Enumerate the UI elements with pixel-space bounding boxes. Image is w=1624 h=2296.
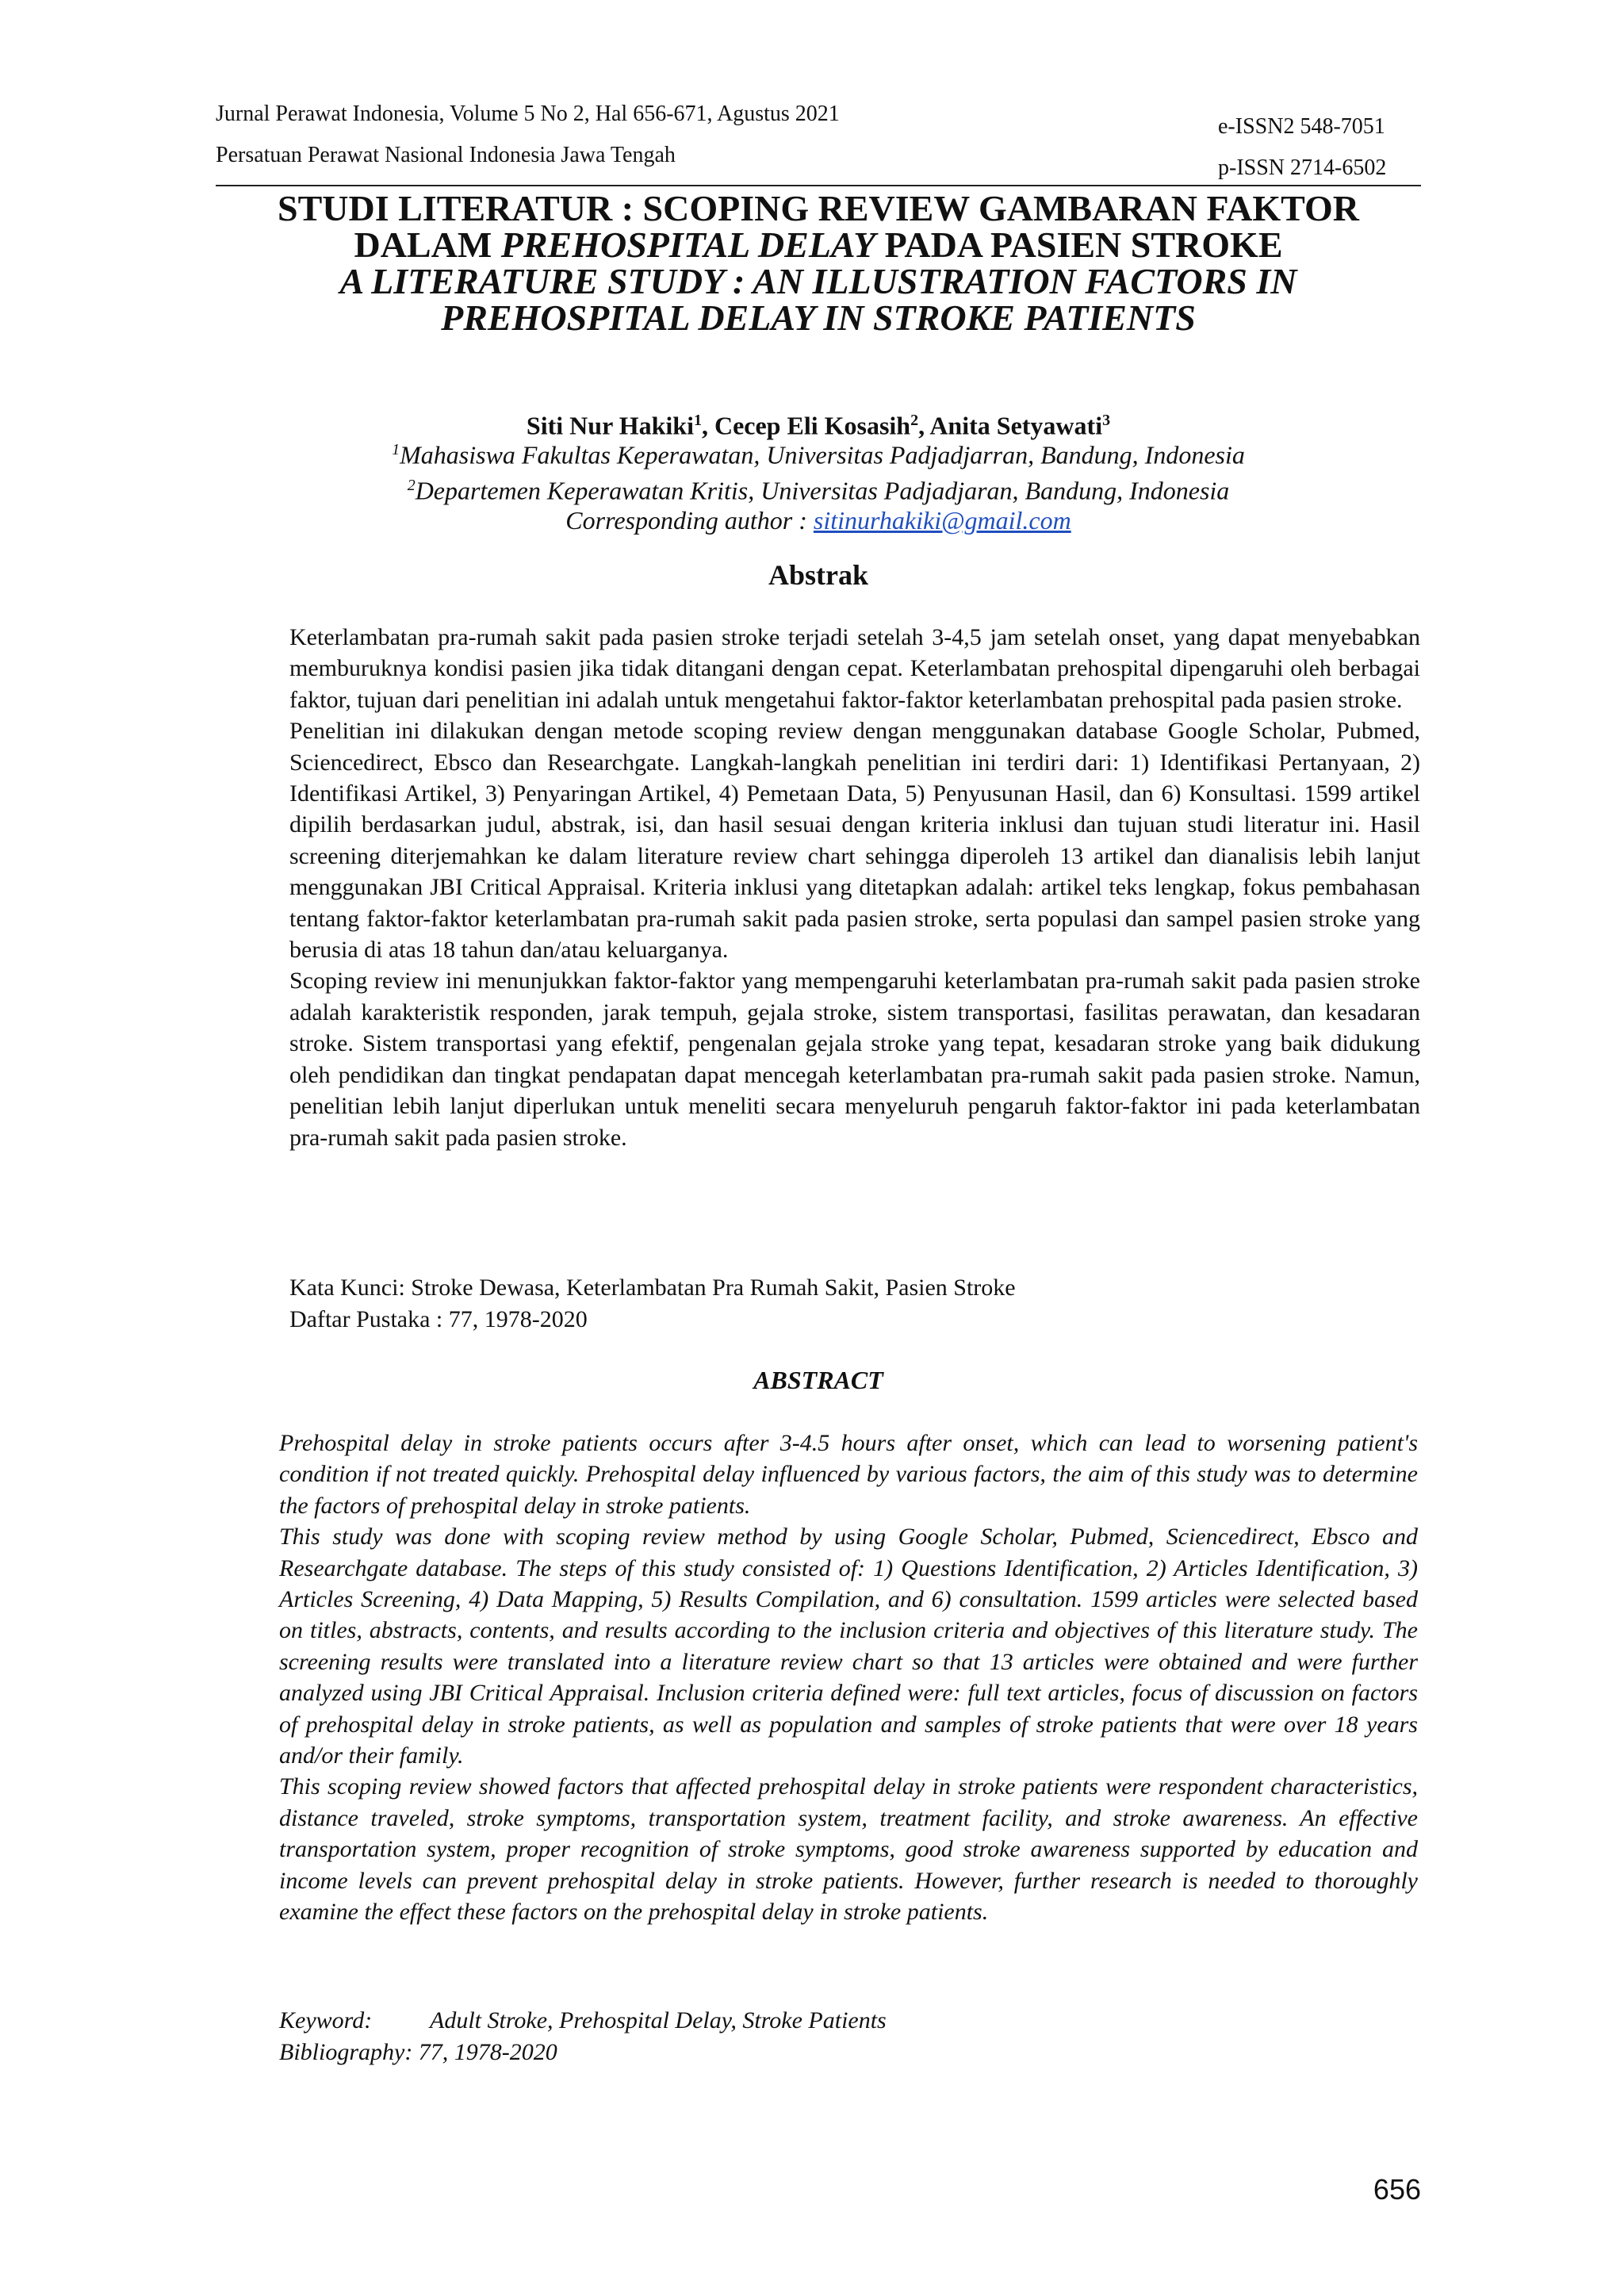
affiliation-2-text: Departemen Keperawatan Kritis, Universitas Padjadjaran, Bandung, Indonesia xyxy=(415,476,1230,505)
title-line-2 xyxy=(216,224,1421,265)
article-title xyxy=(216,190,1421,336)
page-number: 656 xyxy=(1373,2173,1421,2206)
affiliations xyxy=(216,435,1421,535)
affiliation-2-sup: 2 xyxy=(407,476,416,494)
eissn: e-ISSN2 548-7051 xyxy=(1218,114,1385,139)
title-line-2-post: PADA PASIEN STROKE xyxy=(875,224,1283,265)
affiliation-1 xyxy=(216,435,1421,470)
author-sep: , xyxy=(918,411,930,440)
bibliography: Bibliography: 77, 1978-2020 xyxy=(279,2039,557,2065)
abstrak-heading: Abstrak xyxy=(768,559,869,591)
abstrak-body xyxy=(289,622,1420,1153)
abstrak-paragraph-1: Keterlambatan pra-rumah sakit pada pasien stroke terjadi setelah 3-4,5 jam setelah onset, yang dapat menyebabkan memburuknya kondisi pasien jika tidak ditangani dengan cepat. Keterlambatan prehospital dipengaruhi oleh berbagai faktor, tujuan dari penelitian ini adalah untuk mengetahui faktor-faktor keterlambatan prehospital pada pasien stroke. xyxy=(289,624,1420,713)
abstract-paragraph-1: Prehospital delay in stroke patients occurs after 3-4.5 hours after onset, which can lead to worsening patient's condition if not treated quickly. Prehospital delay influenced by various factors, the aim of this study was to determine the factors of prehospital delay in stroke patients. xyxy=(279,1430,1418,1519)
abstract-paragraph-2: This study was done with scoping review method by using Google Scholar, Pubmed, Sciencedirect, Ebsco and Researchgate database. The steps of this study consisted of: 1) Questions Identification, 2) Articles Identification, 3) Articles Screening, 4) Data Mapping, 5) Results Compilation, and 6) consultation. 1599 articles were selected based on titles, abstracts, contents, and results according to the inclusion criteria and objectives of this literature study. The screening results were translated into a literature review chart so that 13 articles were obtained and were further analyzed using JBI Critical Appraisal. Inclusion criteria defined were: full text articles, focus of discussion on factors of prehospital delay in stroke patients, as well as population and samples of stroke patients that were over 18 years and/or their family. xyxy=(279,1524,1418,1769)
abstrak-paragraph-3: Scoping review ini menunjukkan faktor-faktor yang mempengaruhi keterlambatan pra-rumah sakit pada pasien stroke adalah karakteristik responden, jarak tempuh, gejala stroke, sistem transportasi, fasilitas perawatan, dan kesadaran stroke. Sistem transportasi yang efektif, pengenalan gejala stroke yang tepat, kesadaran stroke yang baik didukung oleh pendidikan dan tingkat pendapatan dapat mencegah keterlambatan pra-rumah sakit pada pasien stroke. Namun, penelitian lebih lanjut diperlukan untuk meneliti secara menyeluruh pengaruh faktor-faktor ini pada keterlambatan pra-rumah sakit pada pasien stroke. xyxy=(289,968,1420,1151)
keyword-label: Keyword: xyxy=(279,2007,373,2033)
kata-kunci: Kata Kunci: Stroke Dewasa, Keterlambatan Pra Rumah Sakit, Pasien Stroke xyxy=(289,1274,1016,1301)
kata-kunci-block xyxy=(289,1272,1420,1336)
running-header xyxy=(216,94,840,176)
affiliation-2 xyxy=(216,470,1421,506)
author-1-sup: 1 xyxy=(693,412,702,429)
email-link[interactable]: sitinurhakiki@gmail.com xyxy=(813,506,1071,535)
affiliation-1-sup: 1 xyxy=(392,441,400,458)
abstract-body xyxy=(279,1428,1418,1928)
keywords xyxy=(279,2005,1418,2037)
keyword-value: Adult Stroke, Prehospital Delay, Stroke Patients xyxy=(430,2007,887,2033)
title-line-4-text: PREHOSPITAL DELAY IN STROKE PATIENTS xyxy=(441,297,1196,338)
title-line-4 xyxy=(216,297,1421,338)
author-sep: , xyxy=(701,411,714,440)
title-line-1: STUDI LITERATUR : SCOPING REVIEW GAMBARAN FAKTOR xyxy=(278,188,1359,228)
author-3-sup: 3 xyxy=(1102,412,1111,429)
title-line-2-pre: DALAM xyxy=(354,224,501,265)
corresponding-label: Corresponding author : xyxy=(565,506,814,535)
title-line-2-italic: PREHOSPITAL DELAY xyxy=(500,224,876,265)
issn-block xyxy=(1218,106,1386,189)
author-1: Siti Nur Hakiki xyxy=(526,411,694,440)
journal-citation: Jurnal Perawat Indonesia, Volume 5 No 2, Hal 656-671, Agustus 2021 xyxy=(216,102,840,126)
abstract-heading: ABSTRACT xyxy=(753,1366,883,1394)
daftar-pustaka: Daftar Pustaka : 77, 1978-2020 xyxy=(289,1306,588,1332)
publisher-line: Persatuan Perawat Nasional Indonesia Jawa Tengah xyxy=(216,143,676,167)
corresponding-author xyxy=(216,505,1421,535)
author-2-sup: 2 xyxy=(910,412,919,429)
title-line-3-text: A LITERATURE STUDY : AN ILLUSTRATION FACTORS IN xyxy=(339,261,1297,301)
title-line-3 xyxy=(216,263,1421,300)
author-3: Anita Setyawati xyxy=(929,411,1103,440)
keyword-block xyxy=(279,2005,1418,2068)
pissn: p-ISSN 2714-6502 xyxy=(1218,155,1387,180)
author-2: Cecep Eli Kosasih xyxy=(714,411,911,440)
abstrak-paragraph-2: Penelitian ini dilakukan dengan metode scoping review dengan menggunakan database Google Scholar, Pubmed, Sciencedirect, Ebsco dan Researchgate. Langkah-langkah penelitian ini terdiri dari: 1) Identifikasi Pertanyaan, 2) Identifikasi Artikel, 3) Penyaringan Artikel, 4) Pemetaan Data, 5) Penyusunan Hasil, dan 6) Konsultasi. 1599 artikel dipilih berdasarkan judul, abstrak, isi, dan hasil sesuai dengan kriteria inklusi dan tujuan studi literatur ini. Hasil screening diterjemahkan ke dalam literature review chart sehingga diperoleh 13 artikel dan dianalisis lebih lanjut menggunakan JBI Critical Appraisal. Kriteria inklusi yang ditetapkan adalah: artikel teks lengkap, fokus pembahasan tentang faktor-faktor keterlambatan pra-rumah sakit pada pasien stroke, serta populasi dan sampel pasien stroke yang berusia di atas 18 tahun dan/atau keluarganya. xyxy=(289,718,1420,964)
header-rule xyxy=(216,185,1421,186)
abstract-paragraph-3: This scoping review showed factors that affected prehospital delay in stroke patients were respondent characteristics, distance traveled, stroke symptoms, transportation system, treatment facility, and stroke awareness. An effective transportation system, proper recognition of stroke symptoms, good stroke awareness supported by education and income levels can prevent prehospital delay in stroke patients. However, further research is needed to thoroughly examine the effect these factors on the prehospital delay in stroke patients. xyxy=(279,1773,1418,1926)
affiliation-1-text: Mahasiswa Fakultas Keperawatan, Universitas Padjadjarran, Bandung, Indonesia xyxy=(400,440,1245,470)
